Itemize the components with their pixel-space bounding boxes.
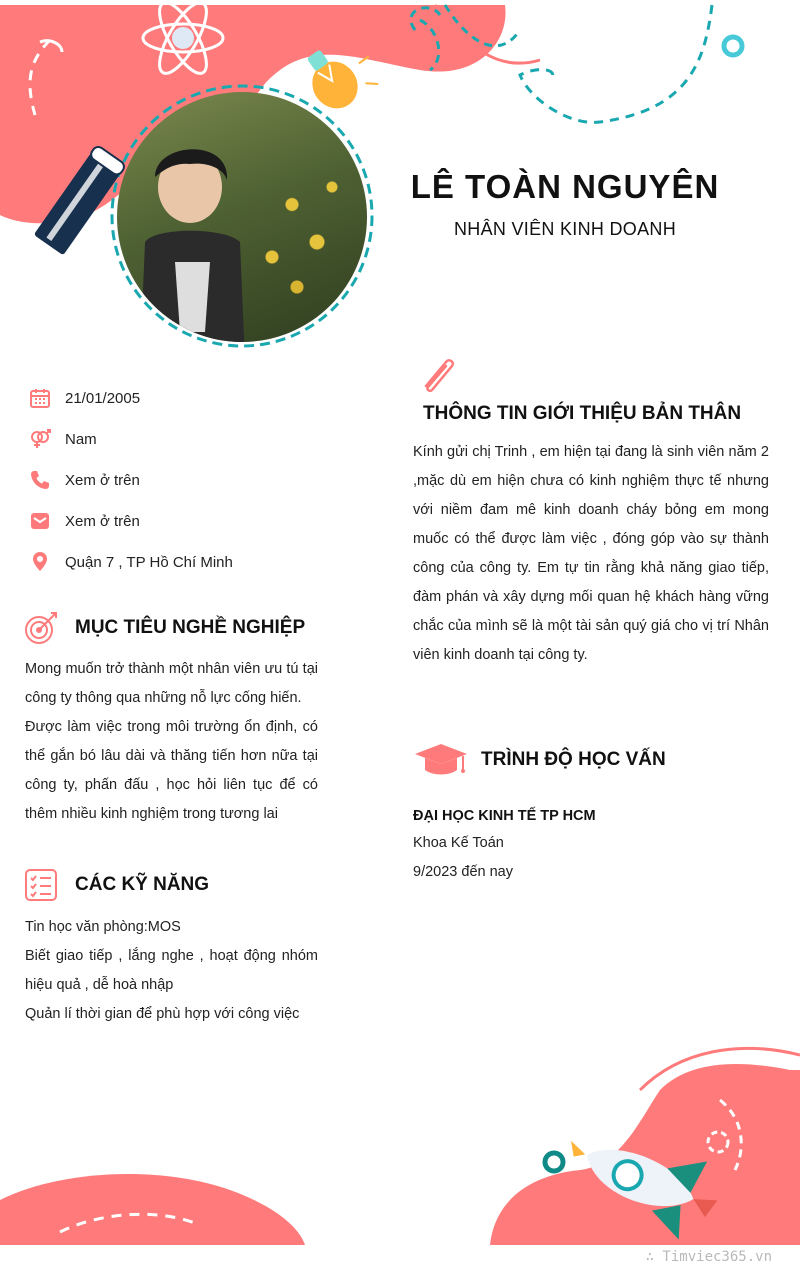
- contact-text: 21/01/2005: [65, 389, 141, 407]
- phone-icon: [28, 468, 52, 492]
- paperclip-icon: [418, 354, 458, 394]
- section-title: TRÌNH ĐỘ HỌC VẤN: [481, 749, 666, 770]
- contact-text: Xem ở trên: [65, 512, 140, 530]
- skills-list: [25, 913, 318, 1029]
- watermark-text: Timviec365.vn: [662, 1249, 772, 1265]
- email-icon: [28, 509, 52, 533]
- skill-item: Biết giao tiếp , lắng nghe , hoạt động nhóm hiệu quả , dễ hoà nhập: [25, 948, 318, 993]
- career-goal-paragraph: Được làm việc trong môi trường ổn định, có thể gắn bó lâu dài và thăng tiến hơn nữa tại công ty, phấn đấu , học hỏi liên tục để có thêm nhiều kinh nghiệm trong tương lai: [25, 719, 318, 822]
- graduation-cap-icon: [413, 742, 469, 778]
- career-goal-paragraph: Mong muốn trở thành một nhân viên ưu tú tại công ty thông qua những nỗ lực cống hiến.: [25, 661, 318, 706]
- education-header: [413, 742, 666, 778]
- education-period: 9/2023 đến nay: [413, 864, 513, 880]
- watermark: ∴ Timviec365.vn: [645, 1249, 772, 1265]
- about-header: [423, 403, 741, 425]
- contact-text: Nam: [65, 430, 97, 448]
- contact-phone: [28, 468, 140, 492]
- contact-text: Xem ở trên: [65, 471, 140, 489]
- contact-address: [28, 550, 233, 574]
- skill-item: Tin học văn phòng:MOS: [25, 919, 181, 935]
- location-icon: [28, 550, 52, 574]
- section-title: THÔNG TIN GIỚI THIỆU BẢN THÂN: [423, 403, 742, 424]
- profile-photo: [117, 92, 367, 342]
- career-goal-text: [25, 655, 318, 829]
- contact-text: Quận 7 , TP Hồ Chí Minh: [65, 553, 233, 571]
- target-icon: [24, 610, 60, 646]
- checklist-icon: [24, 868, 58, 902]
- skill-item: Quản lí thời gian để phù hợp với công việc: [25, 1006, 300, 1022]
- education-faculty: Khoa Kế Toán: [413, 835, 504, 851]
- calendar-icon: [28, 386, 52, 410]
- job-title: NHÂN VIÊN KINH DOANH: [453, 219, 677, 239]
- education-school: ĐẠI HỌC KINH TẾ TP HCM: [413, 808, 596, 824]
- skills-header: [24, 868, 209, 902]
- person-silhouette: [135, 132, 245, 342]
- contact-gender: [28, 427, 97, 451]
- contact-birthday: [28, 386, 140, 410]
- candidate-name: LÊ TOÀN NGUYÊN: [410, 168, 720, 205]
- career-goal-header: [24, 610, 305, 646]
- about-text: [413, 438, 769, 670]
- section-title: CÁC KỸ NĂNG: [75, 874, 210, 895]
- gender-icon: [28, 427, 52, 451]
- section-title: MỤC TIÊU NGHỀ NGHIỆP: [75, 617, 306, 638]
- contact-email: [28, 509, 140, 533]
- about-paragraph: Kính gửi chị Trinh , em hiện tại đang là sinh viên năm 2 ,mặc dù em hiện chưa có kinh nghiệm thực tế nhưng với niềm đam mê kinh doanh cháy bỏng em mong muốc có thể được làm việc , đóng góp vào sự thành công của công ty. Em tự tin rằng khả năng giao tiếp, đàm phán và xây dựng mối quan hệ khách hàng vững chắc của mình sẽ là một tài sản quý giá cho vị trí Nhân viên kinh doanh tại công ty.: [413, 444, 769, 663]
